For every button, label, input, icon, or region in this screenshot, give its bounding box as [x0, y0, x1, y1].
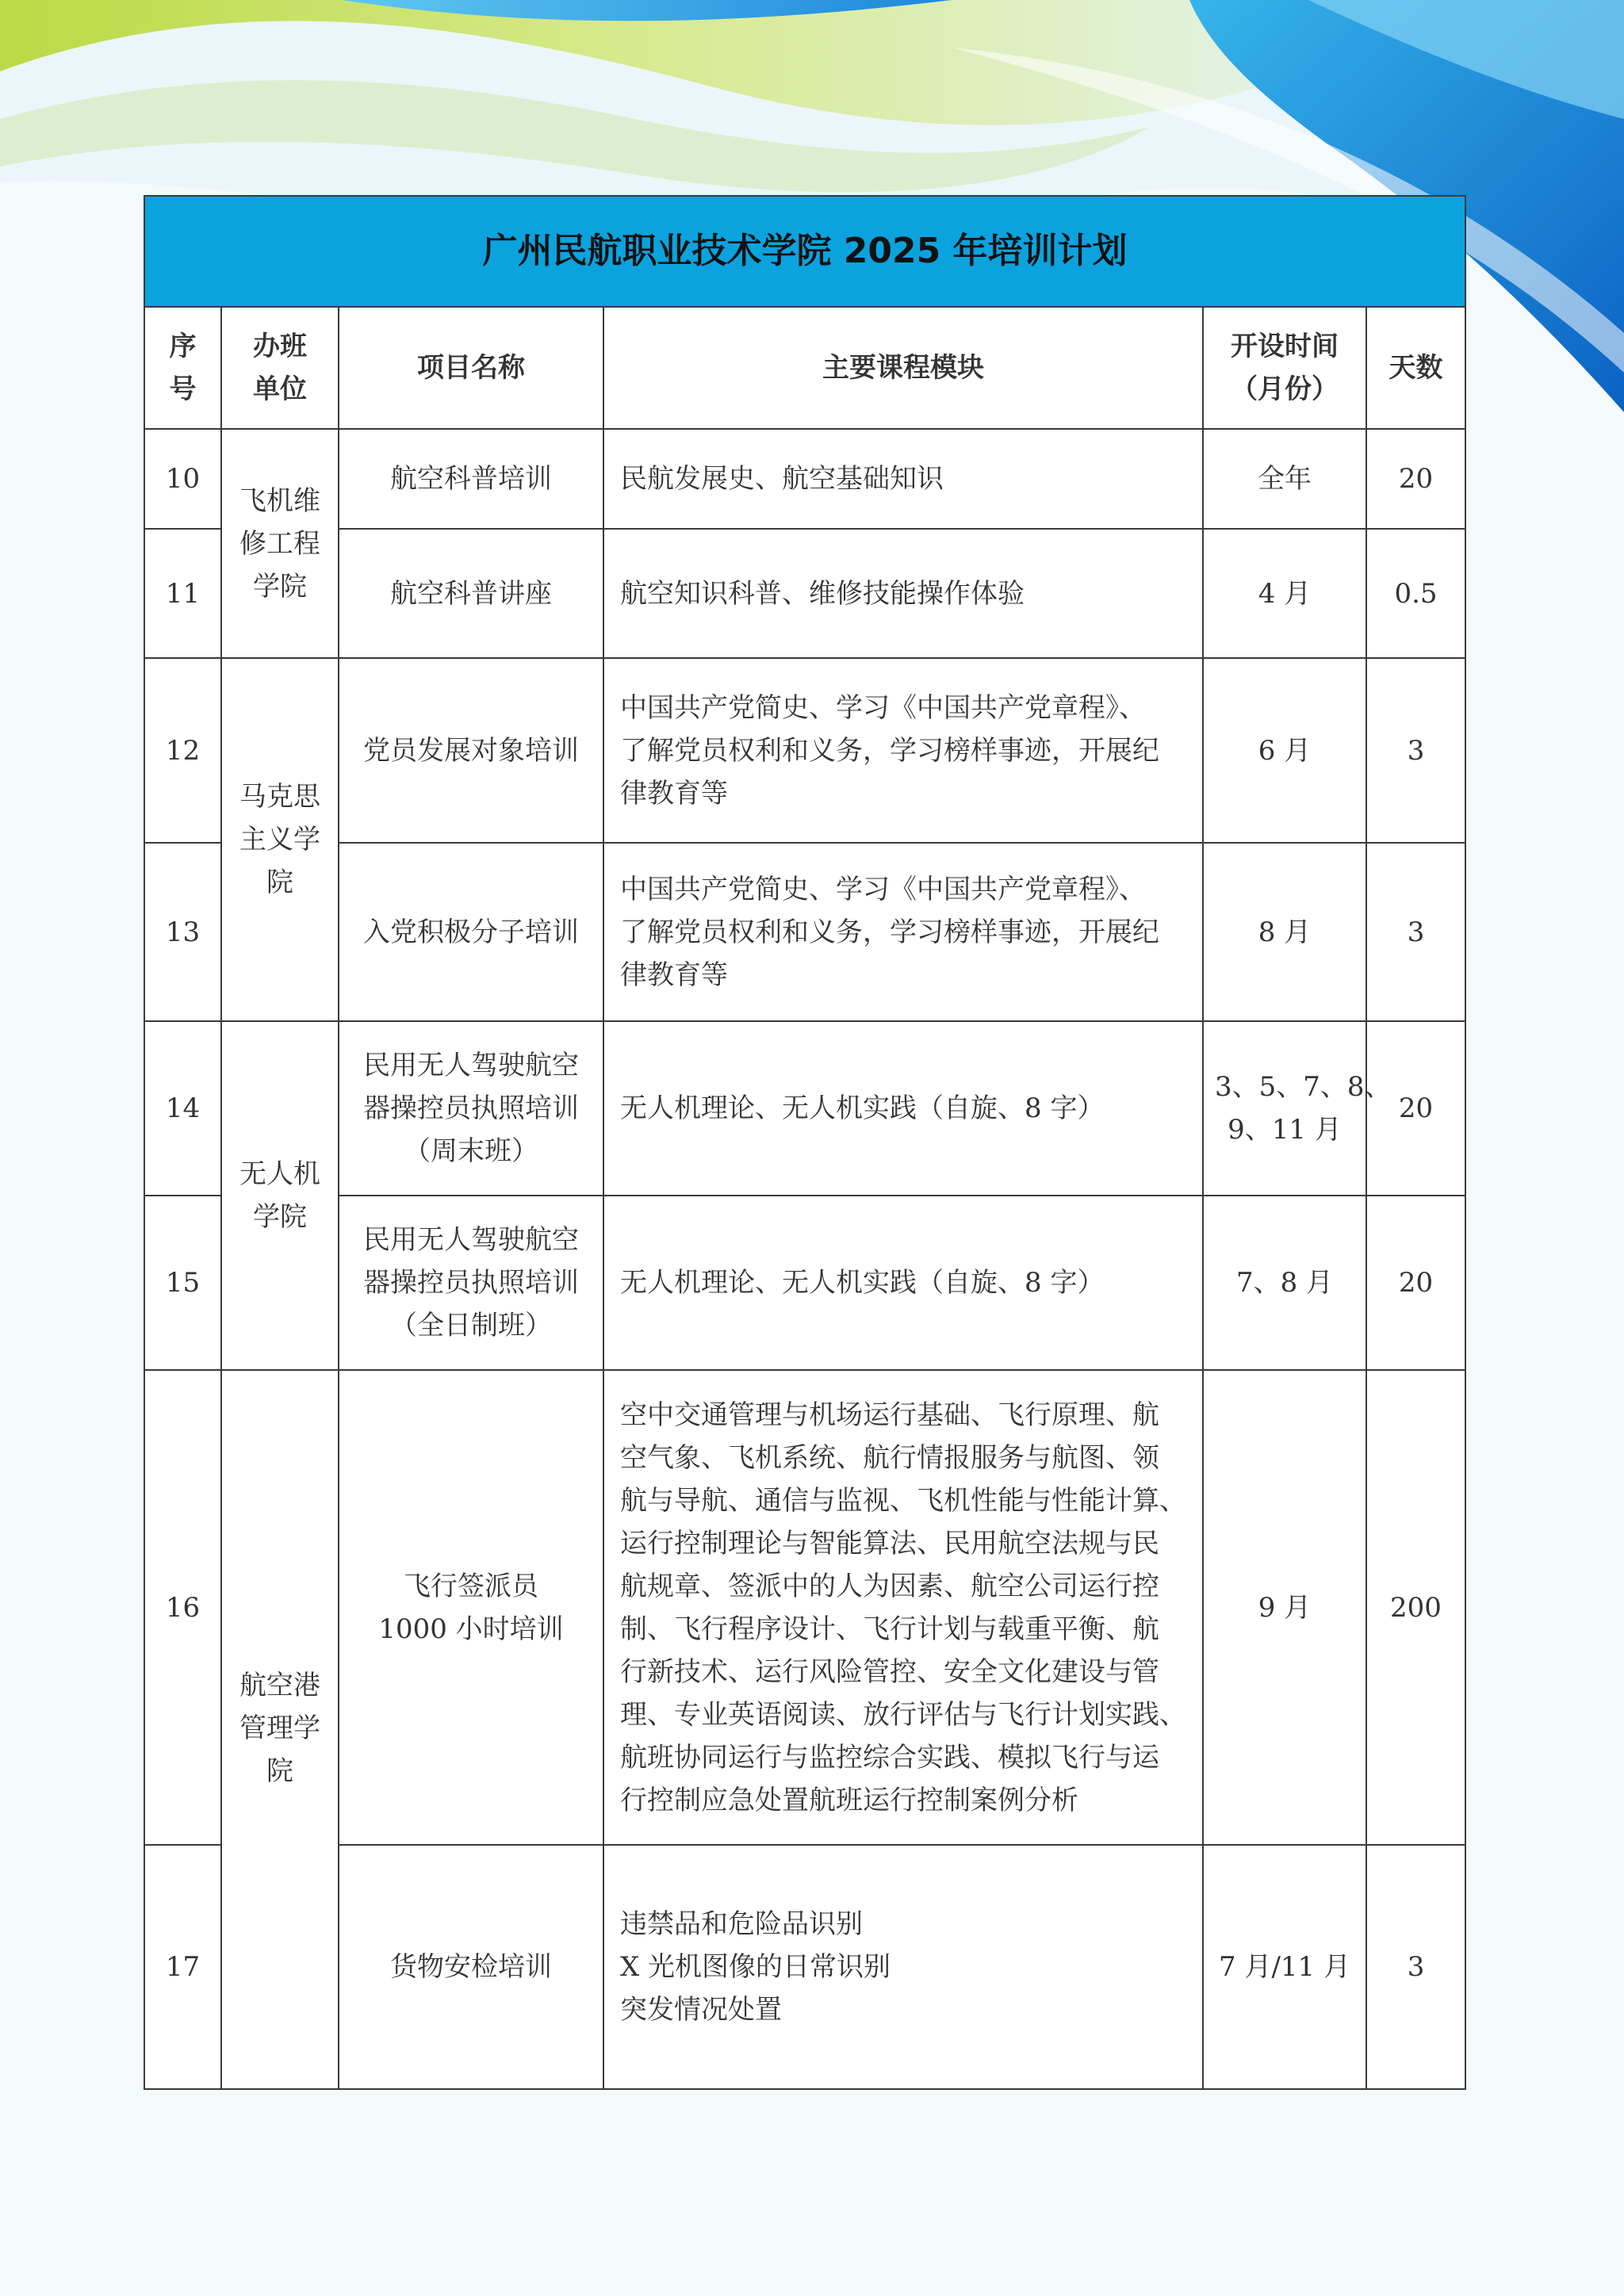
table-row [144, 1370, 1465, 1845]
time-cell: 4 月 [1203, 529, 1366, 658]
unit-cell-drone: 无人机 学院 [221, 1021, 339, 1370]
days-cell: 3 [1366, 1845, 1465, 2089]
modules-cell: 无人机理论、无人机实践（自旋、8 字） [603, 1021, 1203, 1196]
table-row [144, 843, 1465, 1021]
days-cell: 3 [1366, 843, 1465, 1021]
seq-cell: 16 [144, 1370, 221, 1845]
table-row [144, 658, 1465, 843]
time-cell: 7 月/11 月 [1203, 1845, 1366, 2089]
modules-cell: 中国共产党简史、学习《中国共产党章程》、 了解党员权利和义务，学习榜样事迹，开展纪 律教育等 [603, 843, 1203, 1021]
time-cell: 7、8 月 [1203, 1196, 1366, 1370]
unit-cell-aircraft: 飞机维 修工程 学院 [221, 429, 339, 658]
unit-cell-airport: 航空港 管理学 院 [221, 1370, 339, 2089]
seq-cell: 14 [144, 1021, 221, 1196]
title-row [144, 196, 1465, 307]
days-cell: 3 [1366, 658, 1465, 843]
seq-cell: 17 [144, 1845, 221, 2089]
header-modules: 主要课程模块 [603, 307, 1203, 429]
time-cell: 全年 [1203, 429, 1366, 529]
time-cell: 8 月 [1203, 843, 1366, 1021]
project-name-cell: 货物安检培训 [339, 1845, 603, 2089]
seq-cell: 12 [144, 658, 221, 843]
days-cell: 20 [1366, 1021, 1465, 1196]
table-row [144, 1845, 1465, 2089]
project-name-cell: 航空科普讲座 [339, 529, 603, 658]
table-row [144, 429, 1465, 529]
header-name: 项目名称 [339, 307, 603, 429]
header-row [144, 307, 1465, 429]
project-name-cell: 民用无人驾驶航空 器操控员执照培训 （周末班） [339, 1021, 603, 1196]
time-cell: 9 月 [1203, 1370, 1366, 1845]
project-name-cell: 入党积极分子培训 [339, 843, 603, 1021]
seq-cell: 15 [144, 1196, 221, 1370]
unit-cell-marxism: 马克思 主义学 院 [221, 658, 339, 1021]
modules-cell: 空中交通管理与机场运行基础、飞行原理、航 空气象、飞机系统、航行情报服务与航图、领 航与导航、通信与监视、飞机性能与性能计算、 运行控制理论与智能算法、民用航空法规与民 航规章、签派中的人为因素、航空公司运行控 制、飞行程序设计、飞行计划与载重平衡、航 行新技术、运行风险管控、安全文化建设与管 理、专业英语阅读、放行评估与飞行计划实践、 航班协同运行与监控综合实践、模拟飞行与运 行控制应急处置航班运行控制案例分析 [603, 1370, 1203, 1845]
modules-cell: 航空知识科普、维修技能操作体验 [603, 529, 1203, 658]
modules-cell: 违禁品和危险品识别 X 光机图像的日常识别 突发情况处置 [603, 1845, 1203, 2089]
header-days: 天数 [1366, 307, 1465, 429]
days-cell: 0.5 [1366, 529, 1465, 658]
time-cell: 3、5、7、8、 9、11 月 [1203, 1021, 1366, 1196]
training-plan-table [144, 195, 1466, 2090]
table-title: 广州民航职业技术学院 2025 年培训计划 [144, 196, 1465, 307]
days-cell: 20 [1366, 429, 1465, 529]
seq-cell: 10 [144, 429, 221, 529]
header-seq: 序 号 [144, 307, 221, 429]
modules-cell: 无人机理论、无人机实践（自旋、8 字） [603, 1196, 1203, 1370]
table-row [144, 529, 1465, 658]
table-row [144, 1196, 1465, 1370]
project-name-cell: 飞行签派员 1000 小时培训 [339, 1370, 603, 1845]
header-time: 开设时间 （月份） [1203, 307, 1366, 429]
seq-cell: 13 [144, 843, 221, 1021]
modules-cell: 中国共产党简史、学习《中国共产党章程》、 了解党员权利和义务，学习榜样事迹，开展纪 律教育等 [603, 658, 1203, 843]
time-cell: 6 月 [1203, 658, 1366, 843]
table-row [144, 1021, 1465, 1196]
modules-cell: 民航发展史、航空基础知识 [603, 429, 1203, 529]
seq-cell: 11 [144, 529, 221, 658]
project-name-cell: 民用无人驾驶航空 器操控员执照培训 （全日制班） [339, 1196, 603, 1370]
header-unit: 办班 单位 [221, 307, 339, 429]
project-name-cell: 航空科普培训 [339, 429, 603, 529]
days-cell: 20 [1366, 1196, 1465, 1370]
days-cell: 200 [1366, 1370, 1465, 1845]
project-name-cell: 党员发展对象培训 [339, 658, 603, 843]
